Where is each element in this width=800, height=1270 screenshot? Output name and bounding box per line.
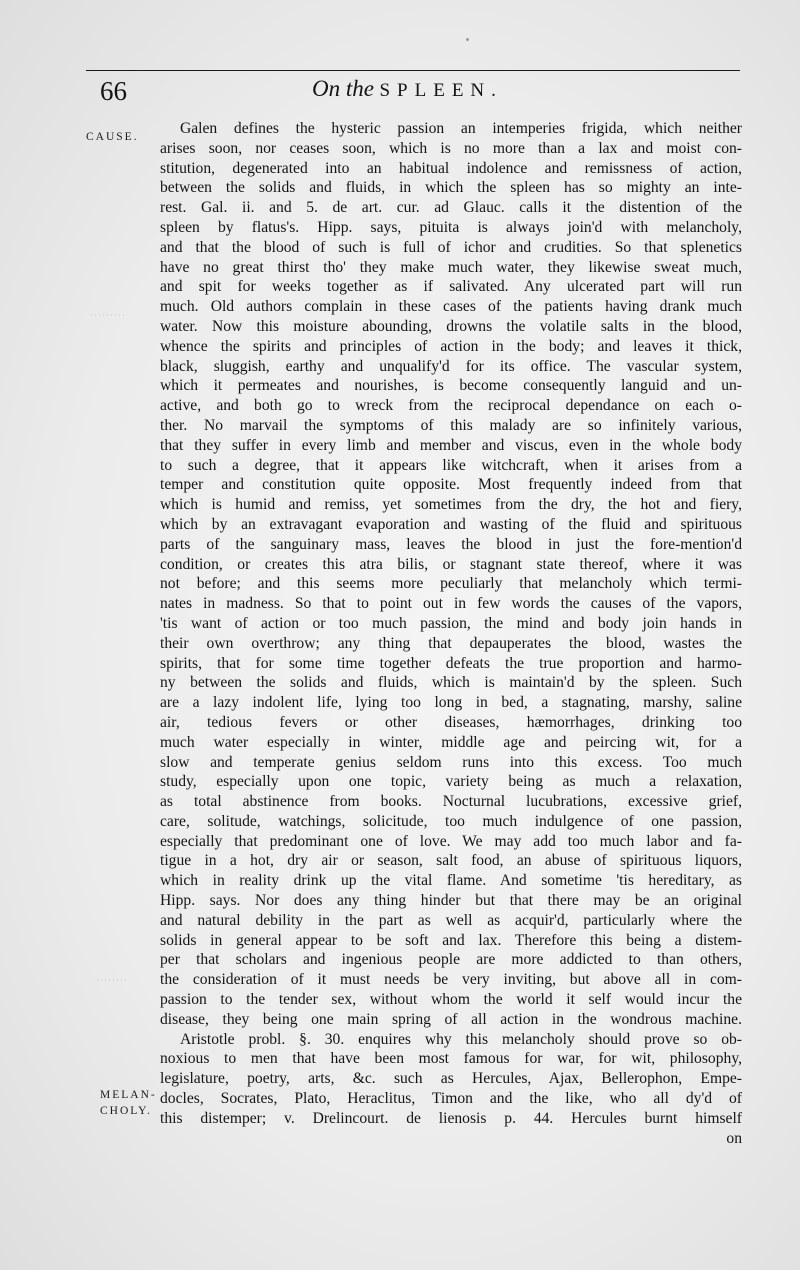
margin-note-cause: CAUSE. bbox=[86, 131, 139, 143]
text-line: spleen by flatus's. Hipp. says, pituita is always join'd with melancholy, bbox=[160, 218, 742, 236]
text-line: slow and temperate genius seldom runs into this excess. Too much bbox=[160, 753, 742, 771]
text-line: legislature, poetry, arts, &c. such as Hercules, Ajax, Bellerophon, Empe- bbox=[160, 1070, 742, 1088]
text-line: and that the blood of such is full of ichor and crudities. So that splenetics bbox=[160, 238, 742, 256]
text-line: passion to the tender sex, without whom the world it self would incur the bbox=[160, 991, 742, 1009]
text-line: docles, Socrates, Plato, Heraclitus, Timon and the like, who all dy'd of bbox=[160, 1090, 742, 1108]
ink-speck bbox=[466, 38, 469, 41]
page-number: 66 bbox=[100, 76, 127, 106]
bleed-through-text: ········· bbox=[90, 310, 126, 320]
text-line: temper and constitution quite opposite. Most frequently indeed from that bbox=[160, 476, 742, 494]
text-line: are a lazy indolent life, lying too long in bed, a stagnating, marshy, saline bbox=[160, 694, 742, 712]
text-line: as total abstinence from books. Nocturnal lucubrations, excessive grief, bbox=[160, 793, 742, 811]
text-line: arises soon, nor ceases soon, which is no more than a lax and moist con- bbox=[160, 139, 742, 157]
text-line: care, solitude, watchings, solicitude, too much indulgence of one passion, bbox=[160, 812, 742, 830]
running-head bbox=[312, 76, 503, 102]
text-line: ny between the solids and fluids, which is maintain'd by the spleen. Such bbox=[160, 674, 742, 692]
text-line: rest. Gal. ii. and 5. de art. cur. ad Glauc. calls it the distention of the bbox=[160, 199, 742, 217]
text-line: this distemper; v. Drelincourt. de lienosis p. 44. Hercules burnt himself bbox=[160, 1109, 742, 1127]
text-line: whence the spirits and principles of action in the body; and leaves it thick, bbox=[160, 337, 742, 355]
text-line: which it permeates and nourishes, is become consequently languid and un- bbox=[160, 377, 742, 395]
text-line: and natural debility in the part as well as acquir'd, particularly where the bbox=[160, 911, 742, 929]
text-line: to such a degree, that it appears like witchcraft, when it arises from a bbox=[160, 456, 742, 474]
text-line: ther. No marvail the symptoms of this malady are so infinitely various, bbox=[160, 416, 742, 434]
text-line: on bbox=[726, 1129, 742, 1147]
running-head-caps: SPLEEN. bbox=[379, 80, 503, 101]
text-line: the consideration of it must needs be very inviting, but above all in com- bbox=[160, 971, 742, 989]
text-line: air, tedious fevers or other diseases, hæmorrhages, drinking too bbox=[160, 713, 742, 731]
text-line: not before; and this seems more peculiarly that melancholy which termi- bbox=[160, 575, 742, 593]
text-line: water. Now this moisture abounding, drowns the volatile salts in the blood, bbox=[160, 317, 742, 335]
text-line: their own overthrow; any thing that depauperates the blood, wastes the bbox=[160, 634, 742, 652]
text-line: parts of the sanguinary mass, leaves the blood in just the fore-mention'd bbox=[160, 535, 742, 553]
text-line: which in reality drink up the vital flame. And sometime 'tis hereditary, as bbox=[160, 872, 742, 890]
text-line: much water especially in winter, middle age and peircing wit, for a bbox=[160, 733, 742, 751]
margin-note-melancholy-1: MELAN- bbox=[100, 1089, 157, 1101]
text-line: solids in general appear to be soft and lax. Therefore this being a distem- bbox=[160, 931, 742, 949]
text-line: study, especially upon one topic, variety being as much a relaxation, bbox=[160, 773, 742, 791]
text-line: per that scholars and ingenious people are more addicted to than others, bbox=[160, 951, 742, 969]
text-line: condition, or creates this atra bilis, or stagnant state thereof, where it was bbox=[160, 555, 742, 573]
margin-note-melancholy-2: CHOLY. bbox=[100, 1105, 152, 1117]
text-line: between the solids and fluids, in which the spleen has so mighty an inte- bbox=[160, 179, 742, 197]
body-text bbox=[160, 119, 742, 1148]
text-line: disease, they being one main spring of all action in the wondrous machine. bbox=[160, 1010, 742, 1028]
text-line: black, sluggish, earthy and unqualify'd for its office. The vascular system, bbox=[160, 357, 742, 375]
text-line: especially that predominant one of love. We may add too much labor and fa- bbox=[160, 832, 742, 850]
text-line: stitution, degenerated into an habitual indolence and remissness of action, bbox=[160, 159, 742, 177]
bleed-through-text: ········ bbox=[96, 975, 128, 985]
header-rule bbox=[86, 70, 740, 71]
text-line: Galen defines the hysteric passion an intemperies frigida, which neither bbox=[180, 120, 742, 137]
text-line: 'tis want of action or too much passion, the mind and body join hands in bbox=[160, 614, 742, 632]
text-line: which by an extravagant evaporation and wasting of the fluid and spirituous bbox=[160, 515, 742, 533]
text-line: active, and both go to wreck from the reciprocal dependance on each o- bbox=[160, 397, 742, 415]
text-line: noxious to men that have been most famous for war, for wit, philosophy, bbox=[160, 1050, 742, 1068]
running-head-italic: On the bbox=[312, 76, 374, 101]
text-line: Hipp. says. Nor does any thing hinder but that there may be an original bbox=[160, 892, 742, 910]
text-line: Aristotle probl. §. 30. enquires why this melancholy should prove so ob- bbox=[180, 1030, 742, 1048]
text-line: have no great thirst tho' they make much water, they likewise sweat much, bbox=[160, 258, 742, 276]
text-line: that they suffer in every limb and member and viscus, even in the whole body bbox=[160, 436, 742, 454]
text-line: and spit for weeks together as if salivated. Any ulcerated part will run bbox=[160, 278, 742, 296]
text-line: much. Old authors complain in these cases of the patients having drank much bbox=[160, 298, 742, 316]
text-line: nates in madness. So that to point out in few words the causes of the vapors, bbox=[160, 595, 742, 613]
text-line: which is humid and remiss, yet sometimes from the dry, the hot and fiery, bbox=[160, 496, 742, 514]
text-line: spirits, that for some time together defeats the true proportion and harmo- bbox=[160, 654, 742, 672]
text-line: tigue in a hot, dry air or season, salt food, an abuse of spirituous liquors, bbox=[160, 852, 742, 870]
